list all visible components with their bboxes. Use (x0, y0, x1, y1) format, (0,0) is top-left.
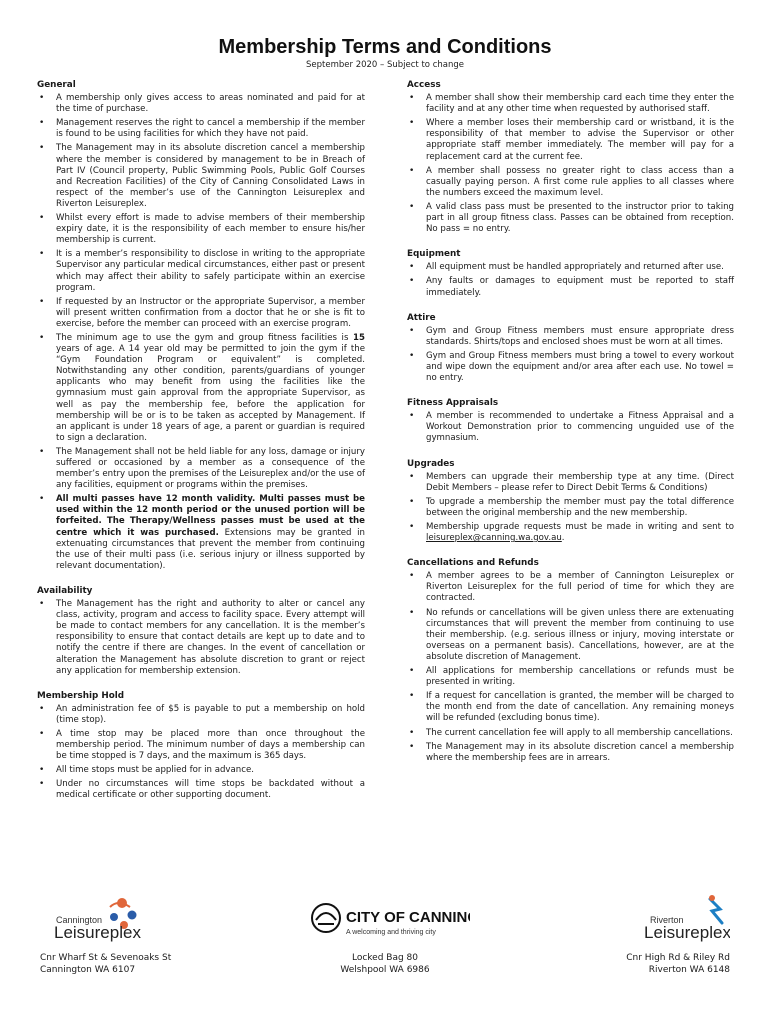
general-list (37, 93, 365, 572)
section-equipment (407, 249, 734, 298)
list-item: • The Management shall not be held liable for any loss, damage or injury suffered or occasioned by a member as a consequence of the member’s entry upon the premises of the Leisureplex and/or the use of any facilities, equipment or programs within the premises. (37, 447, 365, 491)
list-item: • Under no circumstances will time stops be backdated without a medical certificate or other supporting document. (37, 779, 365, 801)
fitness-list (407, 411, 734, 444)
section-heading: Attire (407, 312, 436, 323)
list-item: • An administration fee of $5 is payable to put a membership on hold (time stop). (37, 704, 365, 726)
section-availability (37, 586, 365, 677)
list-item: • Gym and Group Fitness members must ensure appropriate dress standards. Shirts/tops and enclosed shoes must be worn at all times. (407, 326, 734, 348)
cannington-address (40, 952, 200, 976)
upgrades-list (407, 472, 734, 545)
right-column (407, 80, 734, 778)
list-item: • A membership only gives access to areas nominated and paid for at the time of purchase. (37, 93, 365, 115)
section-fitness-appraisals (407, 398, 734, 444)
section-cancellations (407, 558, 734, 764)
section-attire (407, 313, 734, 385)
logo-small-text: A welcoming and thriving city (346, 929, 436, 936)
section-heading: Access (407, 80, 441, 90)
section-access (407, 80, 734, 235)
item-text: Membership upgrade requests must be made in writing and sent to (426, 522, 734, 532)
section-heading: Cancellations and Refunds (407, 558, 539, 569)
logo-small-text: Cannington (56, 915, 103, 925)
email-link[interactable]: leisureplex@canning.wa.gov.au (426, 533, 562, 544)
list-item: • No refunds or cancellations will be given unless there are extenuating circumstances that will prevent the member from continuing to use their membership. (e.g. serious illness or injury, moving interstate or overseas on a permanent basis). Cancellations, however, are at the absolute discretion of Management. (407, 608, 734, 663)
list-item: • Whilst every effort is made to advise members of their membership expiry date, it is the responsibility of each member to ensure his/her membership is current. (37, 213, 365, 246)
left-column (37, 80, 365, 816)
list-item (407, 522, 734, 544)
item-text: The minimum age to use the gym and group fitness facilities is (56, 332, 354, 343)
page-subtitle: September 2020 – Subject to change (306, 60, 464, 70)
list-item: • A valid class pass must be presented to the instructor prior to taking part in all group fitness class. Passes can be obtained from reception. No pass = no entry. (407, 202, 734, 235)
section-upgrades (407, 459, 734, 545)
list-item: • All applications for membership cancellations or refunds must be presented in writing. (407, 666, 734, 688)
availability-list (37, 599, 365, 677)
city-of-canning-logo (310, 900, 470, 940)
list-item: • All time stops must be applied for in advance. (37, 765, 365, 776)
list-item: • It is a member’s responsibility to disclose in writing to the appropriate Supervisor any particular medical circumstances, either past or present which may affect their ability to safely participate within an exercise program. (37, 249, 365, 293)
equipment-list (407, 262, 734, 298)
section-heading: Upgrades (407, 458, 455, 469)
section-heading: Fitness Appraisals (407, 398, 499, 409)
logo-small-text: Riverton (650, 915, 684, 925)
cancellations-list (407, 571, 734, 764)
list-item: • If requested by an Instructor or the appropriate Supervisor, a member will present written confirmation from a doctor that he or she is fit to exercise, before the member can proceed with an exercise program. (37, 297, 365, 330)
list-item: • A member shall possess no greater right to class access than a casually paying person. A first come rule applies to all classes where the numbers exceed the maximum level. (407, 166, 734, 199)
list-item: • Where a member loses their membership card or wristband, it is the responsibility of that member to advise the Supervisor or other appropriate staff member immediately. The member will pay for a replacement card at the current fee. (407, 118, 734, 162)
list-item: • The Management may in its absolute discretion cancel a membership where the member is considered by management to be in Breach of Part IV (Council property, Public Swimming Pools, Public Golf Courses and Recreation Facilities) of the City of Canning Consolidated Laws in respect of the member’s use of the Cannington Leisureplex and Riverton Leisureplex. (37, 143, 365, 210)
item-bold-text: 15 (353, 332, 365, 343)
riverton-leisureplex-logo-graphic (640, 893, 730, 943)
hold-list (37, 704, 365, 802)
cannington-leisureplex-logo-graphic (52, 893, 142, 943)
logo-big-text: Leisureplex (54, 923, 141, 942)
riverton-leisureplex-logo (640, 893, 730, 943)
list-item: • Management reserves the right to cancel a membership if the member is found to be using facilities for which they have not paid. (37, 118, 365, 140)
address-line: Riverton WA 6148 (648, 965, 730, 975)
attire-list (407, 326, 734, 384)
list-item: • All equipment must be handled appropriately and returned after use. (407, 262, 734, 273)
address-line: Cannington WA 6107 (40, 965, 136, 975)
access-list (407, 93, 734, 235)
item-text: Extensions may be granted in extenuating circumstances that prevent the member from continuing the use of their multi pass (i.e. serious injury or illness supported by relevant documentation). (56, 527, 365, 571)
cannington-leisureplex-logo (52, 893, 142, 943)
address-line: Cnr Wharf St & Sevenoaks St (40, 953, 172, 963)
council-address (300, 952, 470, 976)
list-item: • A member shall show their membership card each time they enter the facility and at any other time when requested by authorised staff. (407, 93, 734, 115)
address-line: Welshpool WA 6986 (340, 965, 430, 975)
address-line: Locked Bag 80 (351, 953, 419, 963)
list-item: • If a request for cancellation is granted, the member will be charged to the month end from the date of cancellation. Any remaining moneys will be refunded (excluding bonus time). (407, 691, 734, 724)
logo-big-text: CITY OF CANNING (346, 909, 470, 926)
section-heading: Membership Hold (37, 690, 125, 701)
section-general (37, 80, 365, 572)
page-title: Membership Terms and Conditions (218, 36, 552, 58)
city-of-canning-logo-graphic (310, 900, 470, 940)
address-line: Cnr High Rd & Riley Rd (626, 953, 730, 963)
section-membership-hold (37, 691, 365, 802)
list-item: • A time stop may be placed more than once throughout the membership period. The minimum number of days a membership can be time stopped is 7 days, and the maximum is 365 days. (37, 729, 365, 762)
list-item: • Any faults or damages to equipment must be reported to staff immediately. (407, 276, 734, 298)
item-text: years of age. A 14 year old may be permitted to join the gym if the “Gym Foundation Program or equivalent” is completed. Notwithstanding any other condition, parents/guardians of younger applicants who may benefit from using the facilities like the gymnasium must gain approval from the appropriate Supervisor, as well as pay the membership fee, before the application for membership will be or is to be taken as accepted by Management. If an applicant is under 18 years of age, a parent or guardian is required to sign a declaration. (56, 344, 365, 443)
item-text: . (561, 533, 565, 544)
list-item: • To upgrade a membership the member must pay the total difference between the original membership and the new membership. (407, 497, 734, 519)
list-item: • A member agrees to be a member of Cannington Leisureplex or Riverton Leisureplex for the full period of time for which they are contracted. (407, 571, 734, 604)
item-bold-text: All multi passes have 12 month validity. Multi passes must be used within the 12 month period or the unused portion will be forfeited. The Therapy/Wellness passes must be used at the centre which it was purchased. (56, 494, 365, 538)
list-item: • The Management has the right and authority to alter or cancel any class, activity, program and access to facility space. Every attempt will be made to contact members for any cancellation. It is the member’s responsibility to ensure that contact details are kept up to date and to notify the centre if there are changes. In the event of cancellation or alteration the Management has absolute discretion to grant or reject any application for membership extension. (37, 599, 365, 677)
section-heading: Equipment (407, 249, 461, 260)
section-heading: General (37, 80, 76, 90)
section-heading: Availability (37, 585, 93, 596)
riverton-address (560, 952, 730, 976)
list-item: • Members can upgrade their membership type at any time. (Direct Debit Members – please refer to Direct Debit Terms & Conditions) (407, 472, 734, 494)
list-item: • Gym and Group Fitness members must bring a towel to every workout and wipe down the equipment and/or area after each use. No towel = no entry. (407, 351, 734, 384)
list-item (37, 333, 365, 444)
logo-big-text: Leisureplex (644, 923, 730, 942)
list-item: • The current cancellation fee will apply to all membership cancellations. (407, 728, 734, 739)
list-item: • A member is recommended to undertake a Fitness Appraisal and a Workout Demonstration prior to commencing unguided use of the gymnasium. (407, 411, 734, 444)
list-item (37, 494, 365, 572)
list-item: • The Management may in its absolute discretion cancel a membership where the membership fees are in arrears. (407, 742, 734, 764)
